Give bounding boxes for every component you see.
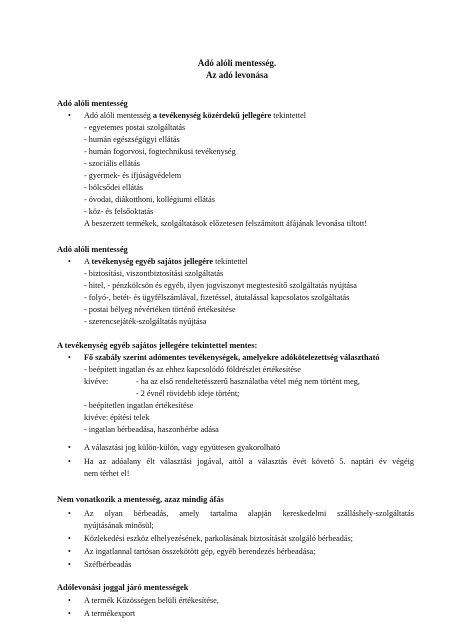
section1-item: - humán fogorvosi, fogtechnikusi tevékenység [84,147,236,156]
section2-item: - folyó-, betét- és ügyfélszámlával, fizetéssel, átutalással kapcsolatos szolgáltatás [84,293,350,302]
section4-heading: Nem vonatkozik a mentesség, azaz mindig áfás [57,495,224,504]
section3-kiveve1b: - 2 évnél rövidebb ideje történt; [136,389,240,398]
section4-bullet3: Az ingatlannal tartósan összekötött gép, egyéb berendezés bérbeadása; [84,547,316,556]
section4-bullet4: Széfbérbeadás [84,560,132,569]
section4-bullet1-line1: Az olyan bérbeadás, amely tartalma alapján kereskedelmi szálláshely-szolgáltatás [84,509,414,518]
section1-item: - gyermek- és ifjúságvédelem [84,171,182,180]
bullet: • [68,111,71,120]
section3-bullet3-line2: nem térhet el! [84,469,130,478]
section1-bullet1 [84,110,306,121]
section1-item: - humán egészségügyi ellátás [84,135,180,144]
section3-kiveve1-label: kivéve: [84,377,109,386]
section3-bullet3-line1: Ha az adóalany élt választási jogával, attól a választás évét követő 5. naptári év végéig [84,457,414,466]
section2-item: - szerencsejáték-szolgáltatás nyújtása [84,317,207,326]
section2-heading: Adó alóli mentesség [57,245,128,254]
section2-item: - hitel, - pénzkölcsön és egyéb, ilyen jogviszonyt megtestesítő szolgáltatás nyújtása [84,281,357,290]
section2-bullet1-bold: tevékenység egyéb sajátos jellegére [91,257,214,266]
section3-heading: A tevékenység egyéb sajátos jellegére tekintettel mentes: [57,341,258,350]
section1-item: - szociális ellátás [84,159,140,168]
section3-line3: - ingatlan bérbeadása, haszonbérbe adása [84,425,219,434]
section1-item: - óvodai, diákotthoni, kollégiumi ellátás [84,195,215,204]
section3-bullet1: Fő szabály szerint adómentes tevékenységek, amelyekre adókötelezettség választható [84,353,380,362]
bullet: • [68,509,71,518]
section3-bullet2: A választási jog külön-külön, vagy együttesen gyakorolható [84,443,281,452]
section3-kiveve1a: - ha az első rendeltetésszerű használatba vétel még nem történt meg, [136,377,360,386]
section1-item: - köz- és felsőoktatás [84,207,154,216]
bullet: • [68,534,71,543]
section2-item: - biztosítási, viszontbiztosítási szolgáltatás [84,269,224,278]
doc-title: Adó alóli mentesség. [197,58,277,68]
section1-item: - bölcsődei ellátás [84,183,144,192]
section2-item: - postai bélyeg névértéken történő értékesítése [84,305,236,314]
section1-bullet1-post: tekintettel [271,111,307,120]
section2-bullet1 [84,256,248,267]
section5-bullet2: A termékexport [84,609,136,618]
bullet: • [68,257,71,266]
section4-bullet1-line2: nyújtásának minősül; [84,521,154,530]
bullet: • [68,547,71,556]
section1-item: - egyetemes postai szolgáltatás [84,123,186,132]
bullet: • [68,596,71,605]
section3-line1: - beépített ingatlan és az ehhez kapcsolódó földrészlet értékesítése [84,365,301,374]
section4-bullet2: Közlekedési eszköz elhelyezésének, parkolásának biztosítását szolgáló bérbeadás; [84,534,353,543]
section1-heading: Adó alóli mentesség [57,99,128,108]
section2-bullet1-post: tekintettel [213,257,248,266]
section2-bullet1-pre: A [84,257,92,266]
bullet: • [68,353,71,362]
doc-subtitle: Az adó levonása [205,70,268,80]
bullet: • [68,443,71,452]
section1-bullet1-pre: Adó alóli mentesség [84,111,153,120]
section1-note: A beszerzett termékek, szolgáltatások előzetesen felszámított áfájának levonása tiltott! [84,219,368,228]
section5-bullet1: A termék Közösségen belüli értékesítése, [84,596,219,605]
bullet: • [68,457,71,466]
section5-heading: Adólevonási joggal járó mentességek [57,583,189,592]
section1-bullet1-bold: a tevékenység közérdekű jellegére [152,111,272,120]
bullet: • [68,560,71,569]
section3-line2: - beépítetlen ingatlan értékesítése [84,401,194,410]
section3-kiveve2: kivéve: építési telek [84,413,150,422]
bullet: • [68,609,71,618]
